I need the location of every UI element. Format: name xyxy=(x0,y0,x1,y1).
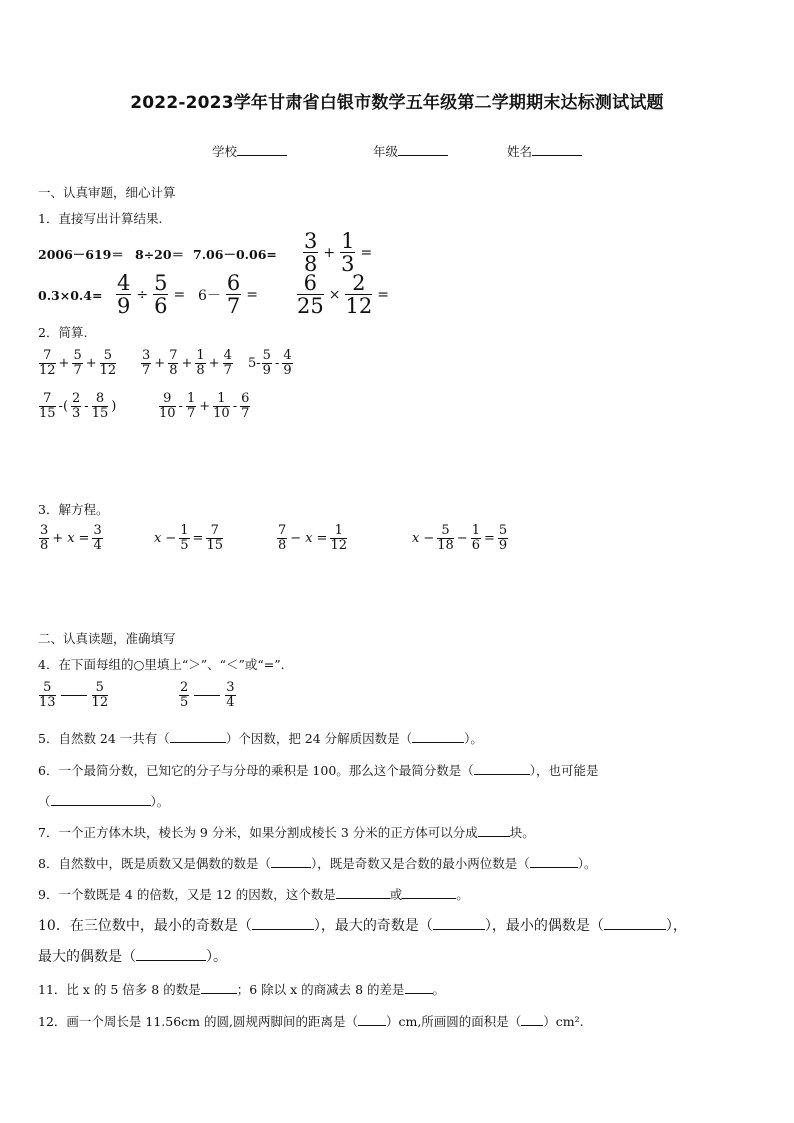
grade-blank[interactable] xyxy=(398,142,448,156)
q1-label: 1．直接写出计算结果. xyxy=(38,211,163,226)
q2-expr-2: $\frac{3}{7}$ + $\frac{7}{8}$ + $\frac{1}{8}$ + $\frac{4}{7}$ xyxy=(142,348,232,378)
q4-compare-1: $\frac{5}{13}$ $\frac{5}{12}$ xyxy=(39,680,109,710)
q3-equation-4: x − $\frac{5}{18}$ − $\frac{1}{6}$ = $\frac{5}{9}$ xyxy=(412,523,508,553)
q2-expr-5: $\frac{9}{10}$ - $\frac{1}{7}$ + $\frac{1}{10}$ - $\frac{6}{7}$ xyxy=(159,391,250,421)
answer-blank[interactable] xyxy=(530,854,578,868)
q12: 12．画一个周长是 11.56cm 的圆,圆规两脚间的距离是（ ）cm,所画圆的面积是（ ）cm². xyxy=(38,1014,584,1029)
q2-expr-1: $\frac{7}{12}$ + $\frac{5}{7}$ + $\frac{5}{12}$ xyxy=(39,348,117,378)
name-field xyxy=(507,142,582,160)
q10-line-2: 最大的偶数是（ ）。 xyxy=(38,949,227,965)
answer-blank[interactable] xyxy=(412,729,464,743)
q6-line-2: （ ）。 xyxy=(38,794,170,809)
answer-blank[interactable] xyxy=(271,854,311,868)
q1-expr-1: 2006－619＝ xyxy=(38,247,124,262)
q2-expr-3: 5- $\frac{5}{9}$ - $\frac{4}{9}$ xyxy=(248,348,292,378)
q1-expr-8: $\frac{6}{25}$ × $\frac{2}{12}$ = xyxy=(297,271,389,319)
q5: 5．自然数 24 一共有（ ）个因数，把 24 分解质因数是（ ）。 xyxy=(38,731,483,746)
q4-label: 4．在下面每组的○里填上“＞”、“＜”或“=”. xyxy=(38,657,285,672)
answer-blank[interactable] xyxy=(604,916,666,930)
q3-equation-2: x − $\frac{1}{5}$ = $\frac{7}{15}$ xyxy=(154,523,223,553)
answer-blank[interactable] xyxy=(170,729,226,743)
school-label: 学校 xyxy=(212,144,238,159)
answer-blank[interactable] xyxy=(474,761,530,775)
answer-blank[interactable] xyxy=(433,916,485,930)
q3-equation-1: $\frac{3}{8}$ + x = $\frac{3}{4}$ xyxy=(40,523,102,553)
q1-expr-5: 0.3×0.4= xyxy=(38,288,103,303)
page-title: 2022-2023学年甘肃省白银市数学五年级第二学期期末达标测试试题 xyxy=(130,93,664,113)
answer-blank[interactable] xyxy=(358,1012,386,1026)
school-blank[interactable] xyxy=(237,142,287,156)
grade-field xyxy=(373,142,448,160)
answer-blank[interactable] xyxy=(252,916,314,930)
answer-blank[interactable] xyxy=(336,885,390,899)
q1-expr-6: $\frac{4}{9}$ ÷ $\frac{5}{6}$ = xyxy=(117,271,186,319)
compare-blank[interactable] xyxy=(61,695,87,696)
q1-expr-2: 8÷20＝ xyxy=(135,247,185,262)
q7: 7．一个正方体木块，棱长为 9 分米，如果分割成棱长 3 分米的正方体可以分成 块。 xyxy=(38,825,535,840)
q4-compare-2: $\frac{2}{5}$ $\frac{3}{4}$ xyxy=(180,680,235,710)
q11: 11．比 x 的 5 倍多 8 的数是 ；6 除以 x 的商减去 8 的差是 。 xyxy=(38,982,446,997)
fraction: $\frac{3}{8}$ xyxy=(304,229,318,277)
q3-label: 3．解方程。 xyxy=(38,502,109,517)
name-blank[interactable] xyxy=(532,142,582,156)
school-field xyxy=(212,142,287,160)
answer-blank[interactable] xyxy=(521,1012,543,1026)
q1-expr-7: 6－ $\frac{6}{7}$ = xyxy=(198,271,259,319)
q1-expr-4: $\frac{3}{8}$ + $\frac{1}{3}$ = xyxy=(304,229,373,277)
q6-line-1: 6．一个最简分数，已知它的分子与分母的乘积是 100。那么这个最简分数是（ ），也可能是 xyxy=(38,763,599,778)
q2-expr-4: $\frac{7}{15}$ -( $\frac{2}{3}$ - $\frac{8}{15}$ ) xyxy=(39,391,117,421)
fraction: $\frac{1}{3}$ xyxy=(341,229,355,277)
grade-label: 年级 xyxy=(373,144,399,159)
compare-blank[interactable] xyxy=(194,695,220,696)
answer-blank[interactable] xyxy=(51,792,151,806)
answer-blank[interactable] xyxy=(201,980,237,994)
q9: 9．一个数既是 4 的倍数，又是 12 的因数，这个数是 或 。 xyxy=(38,887,469,902)
name-label: 姓名 xyxy=(507,144,533,159)
section-1-heading: 一、认真审题，细心计算 xyxy=(38,185,176,200)
q3-equation-3: $\frac{7}{8}$ − x = $\frac{1}{12}$ xyxy=(278,523,347,553)
section-2-heading: 二、认真读题，准确填写 xyxy=(38,631,176,646)
answer-blank[interactable] xyxy=(405,980,433,994)
q2-label: 2．简算. xyxy=(38,325,88,340)
answer-blank[interactable] xyxy=(136,947,206,961)
q1-expr-3: 7.06－0.06= xyxy=(193,247,277,262)
q8: 8．自然数中，既是质数又是偶数的数是（ ），既是奇数又是合数的最小两位数是（ ）。 xyxy=(38,856,597,871)
q10-line-1: 10．在三位数中，最小的奇数是（ ），最大的奇数是（ ），最小的偶数是（ ）， xyxy=(38,918,687,934)
answer-blank[interactable] xyxy=(478,823,510,837)
answer-blank[interactable] xyxy=(402,885,456,899)
